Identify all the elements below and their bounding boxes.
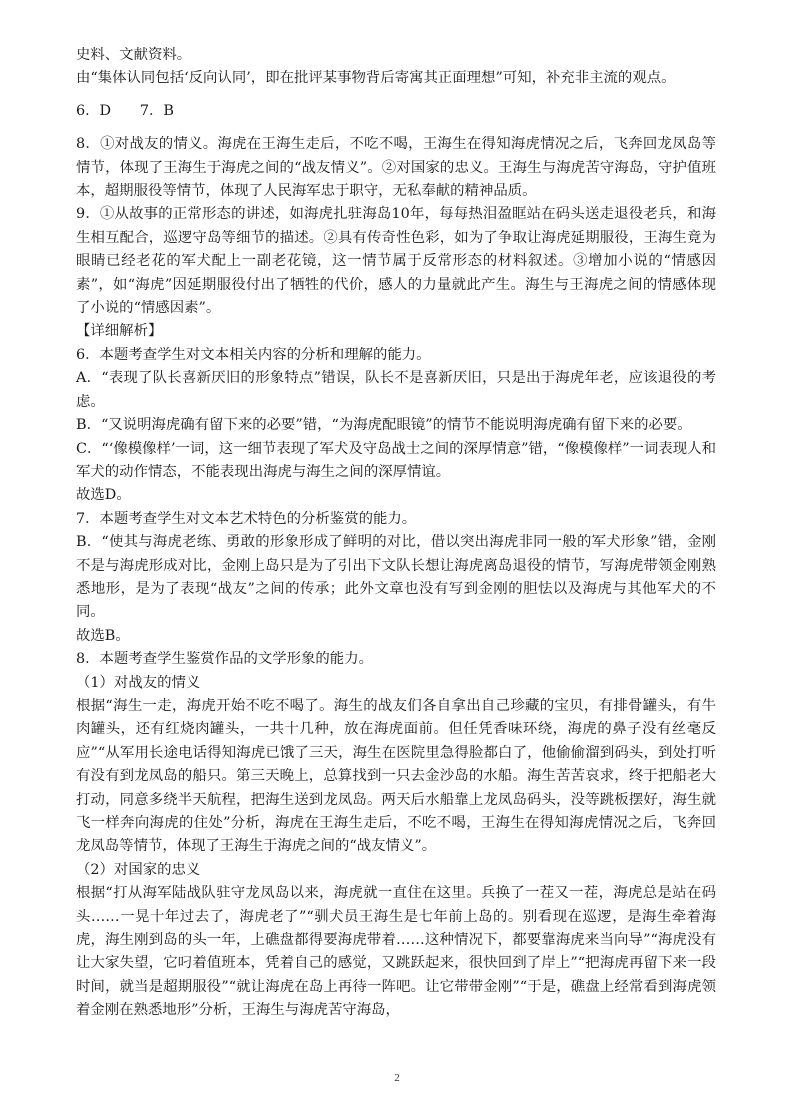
paragraph-q6-option-b: B．“又说明海虎确有留下来的必要”错，“为海虎配眼镜”的情节不能说明海虎确有留下来的必要。 xyxy=(76,417,692,434)
paragraph-comrade-loyalty-analysis: 根据“海生一走，海虎开始不吃不喝了。海生的战友们各自拿出自己珍藏的宝贝，有排骨罐头，有牛肉罐头，还有红烧肉罐头，一共十几种，放在海虎面前。但任凭香味环绕，海虎的鼻子没有丝毫反应”“从军用长途电话得知海虎已饿了三天，海生在医院里急得脸都白了，他偷偷溜到码头，到处打听有没有到龙凤岛的船只。第三天晚上，总算找到一只去金沙岛的水船。海生苦苦哀求，终于把船老大打动，同意多绕半天航程，把海生送到龙凤岛。两天后水船靠上龙凤岛码头，没等跳板摆好，海生就飞一样奔向海虎的住处”分析，海虎在王海生走后，不吃不喝，王海生在得知海虎情况之后，飞奔回龙凤岛等情节，体现了王海生于海虎之间的“战友情义”。 xyxy=(76,697,716,855)
page-number: 2 xyxy=(394,1072,400,1084)
paragraph-answer-8: 8．①对战友的情义。海虎在王海生走后，不吃不喝，王海生在得知海虎情况之后，飞奔回龙凤岛等情节，体现了王海生于海虎之间的“战友情义”。②对国家的忠义。王海生与海虎苦守海岛，守护值班本，超期服役等情节，体现了人民海军忠于职守，无私奉献的精神品质。 xyxy=(76,136,716,200)
paragraph-source-material: 史料、文献资料。 xyxy=(76,47,192,63)
paragraph-answers-6-7: 6．D 7．B xyxy=(76,102,174,119)
paragraph-q8-intro: 8．本题考查学生鉴赏作品的文学形象的能力。 xyxy=(76,651,373,668)
answer-text-body xyxy=(76,44,716,1023)
paragraph-national-loyalty-analysis: 根据“打从海军陆战队驻守龙凤岛以来，海虎就一直住在这里。兵换了一茬又一茬，海虎总是站在码头……一晃十年过去了，海虎老了”“驯犬员王海生是七年前上岛的。别看现在巡逻，是海生牵着海虎，海生刚到岛的头一年，上礁盘都得要海虎带着……这种情况下，都要靠海虎来当向导”“海虎没有让大家失望，它叼着值班本，凭着自己的感觉，又跳跃起来，很快回到了岸上”“把海虎再留下来一段时间，就当是超期服役”“就让海虎在岛上再待一阵吧。让它带带金刚”“于是，礁盘上经常看到海虎领着金刚在熟悉地形”分析，王海生与海虎苦守海岛， xyxy=(76,885,716,1019)
subheading-comrade-loyalty: （1）对战友的情义 xyxy=(76,674,201,691)
paragraph-q7-conclusion: 故选B。 xyxy=(76,627,130,644)
paragraph-q6-option-a: A．“表现了队长喜新厌旧的形象特点”错误，队长不是喜新厌旧，只是出于海虎年老，应该退役的考虑。 xyxy=(76,370,716,410)
section-heading-detailed-analysis: 【详细解析】 xyxy=(76,323,163,340)
paragraph-q7-option-b: B．“使其与海虎老练、勇敢的形象形成了鲜明的对比，借以突出海虎非同一般的军犬形象”错，金刚不是与海虎形成对比，金刚上岛只是为了引出下文队长想让海虎离岛退役的情节，写海虎带领金刚熟悉地形，是为了表现“战友”之间的传承；此外文章也没有写到金刚的胆怯以及海虎与其他军犬的不同。 xyxy=(76,534,716,621)
paragraph-answer-9: 9．①从故事的正常形态的讲述，如海虎扎驻海岛10年，每每热泪盈眶站在码头送走退役老兵，和海生相互配合，巡逻守岛等细节的描述。②具有传奇性色彩，如为了争取让海虎延期服役，王海生竟为眼睛已经老花的军犬配上一副老花镜，这一情节属于反常形态的材料叙述。③增加小说的“情感因素”，如“海虎”因延期服役付出了牺牲的代价，感人的力量就此产生。海生与王海虎之间的情感体现了小说的“情感因素”。 xyxy=(76,206,716,317)
subheading-national-loyalty: （2）对国家的忠义 xyxy=(76,861,201,878)
paragraph-q6-option-c: C．“‘像模像样’一词，这一细节表现了军犬及守岛战士之间的深厚情意”错，“像模像样”一词表现人和军犬的动作情态，不能表现出海虎与海生之间的深厚情谊。 xyxy=(76,440,716,480)
paragraph-q6-intro: 6．本题考查学生对文本相关内容的分析和理解的能力。 xyxy=(76,346,431,363)
paragraph-collective-identity: 由“集体认同包括‘反向认同’，即在批评某事物背后寄寓其正面理想”可知，补充非主流的观点。 xyxy=(76,70,676,87)
paragraph-q7-intro: 7．本题考查学生对文本艺术特色的分析鉴赏的能力。 xyxy=(76,510,417,527)
paragraph-q6-conclusion: 故选D。 xyxy=(76,487,131,504)
